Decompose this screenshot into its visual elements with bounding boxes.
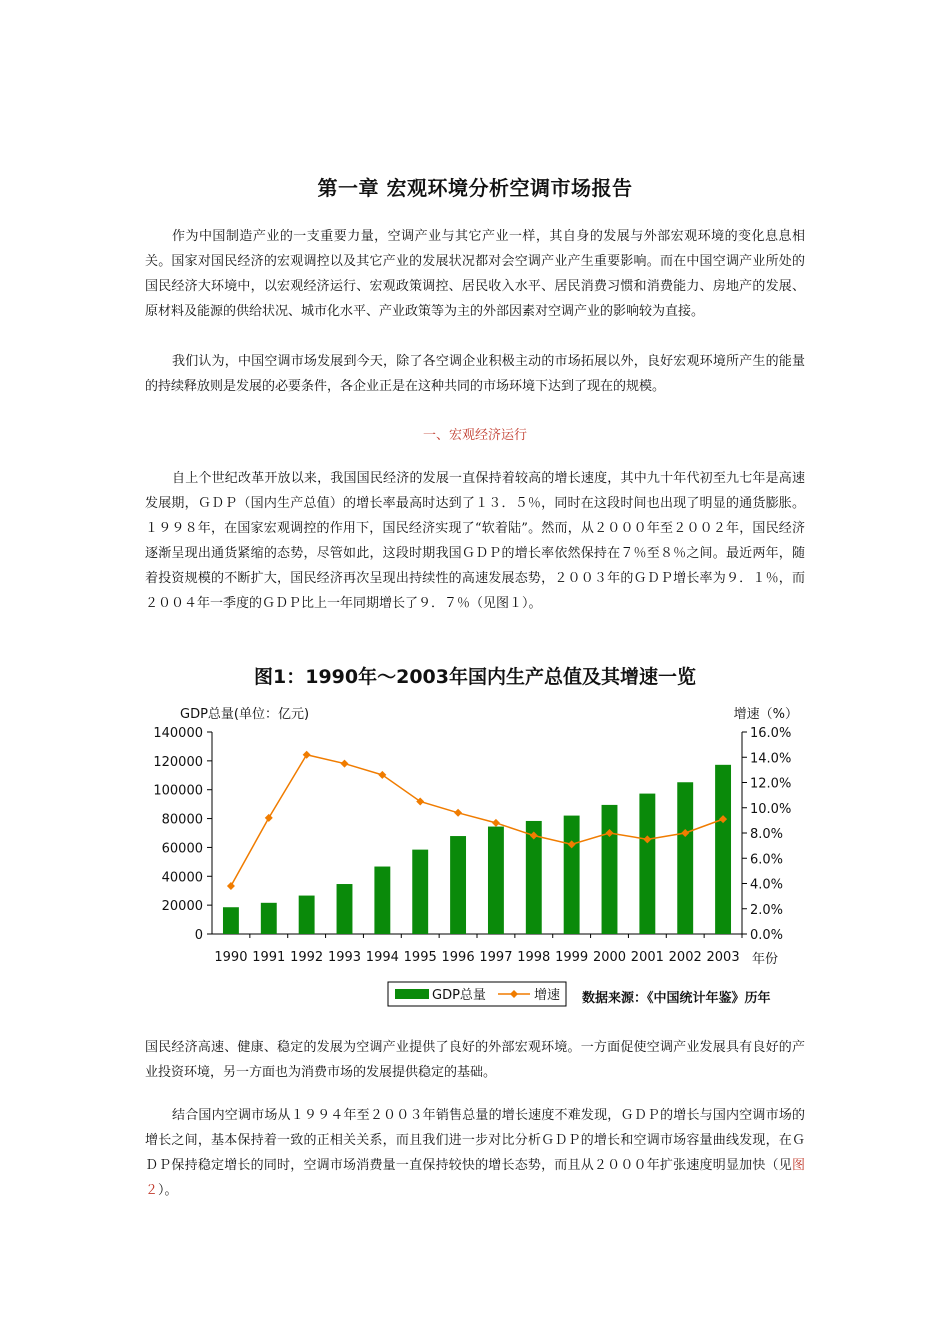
right-tick-label: 2.0%	[750, 902, 784, 918]
x-tick-label: 2000	[592, 950, 627, 965]
data-source: 数据来源：《中国统计年鉴》历年	[582, 991, 771, 1006]
x-tick-label: 1990	[214, 950, 248, 965]
gdp-bar	[374, 867, 390, 934]
right-tick-label: 12.0%	[750, 776, 792, 792]
x-tick-label: 1996	[441, 950, 475, 965]
gdp-bar	[299, 896, 315, 934]
x-tick-label: 2003	[706, 950, 740, 965]
growth-point	[303, 751, 311, 759]
left-tick-label: 120000	[153, 754, 203, 770]
gdp-bar	[261, 903, 277, 934]
section-heading-macro-economy: 一、宏观经济运行	[422, 428, 527, 443]
left-tick-label: 60000	[161, 841, 203, 857]
gdp-bar	[564, 816, 580, 934]
right-tick-label: 0.0%	[750, 928, 784, 943]
intro-paragraph-1: 作为中国制造产业的一支重要力量，空调产业与其它产业一样，其自身的发展与外部宏观环境的变化息息相关。国家对国民经济的宏观调控以及其它产业的发展状况都对会空调产业产生重要影响。而在中国空调产业所处的国民经济大环境中，以宏观经济运行、宏观政策调控、居民收入水平、居民消费习惯和消费能力、房地产的发展、原材料及能源的供给状况、城市化水平、产业政策等为主的外部因素对空调产业的影响较为直接。	[145, 229, 805, 319]
after-chart-paragraph-1: 国民经济高速、健康、稳定的发展为空调产业提供了良好的外部宏观环境。一方面促使空调产业发展具有良好的产业投资环境，另一方面也为消费市场的发展提供稳定的基础。	[145, 1040, 805, 1080]
growth-point	[341, 760, 349, 768]
chart-legend	[388, 982, 566, 1006]
x-tick-label: 1993	[327, 950, 362, 965]
right-tick-label: 8.0%	[750, 827, 784, 842]
x-tick-label: 1992	[290, 950, 324, 965]
left-tick-label: 80000	[161, 812, 203, 828]
right-tick-label: 16.0%	[750, 726, 792, 741]
figure-title: 图1：1990年～2003年国内生产总值及其增速一览	[254, 666, 696, 688]
gdp-bar	[715, 765, 731, 934]
x-tick-label: 2002	[668, 950, 702, 965]
x-tick-label: 1998	[517, 950, 551, 965]
after-chart-text-a: 结合国内空调市场从１９９４年至２００３年销售总量的增长速度不难发现，ＧＤＰ的增长与国内空调市场的增长之间，基本保持着一致的正相关关系，而且我们进一步对比分析ＧＤＰ的增长和空调市场容量曲线发现，在ＧＤＰ保持稳定增长的同时，空调市场消费量一直保持较快的增长态势，而且从２０００年扩张速度明显加快（见	[145, 1108, 805, 1173]
right-tick-label: 14.0%	[750, 751, 792, 767]
after-chart-text-b: ）。	[158, 1183, 178, 1198]
growth-point	[492, 819, 500, 827]
growth-point	[227, 882, 235, 890]
x-tick-label: 1999	[555, 950, 589, 965]
legend-gdp-swatch	[395, 989, 429, 999]
left-tick-label: 100000	[153, 783, 203, 799]
gdp-bar	[450, 836, 466, 934]
right-tick-label: 6.0%	[750, 852, 784, 868]
growth-point	[265, 814, 273, 822]
gdp-bar	[412, 850, 428, 934]
intro-paragraph-2: 我们认为，中国空调市场发展到今天，除了各空调企业积极主动的市场拓展以外，良好宏观环境所产生的能量的持续释放则是发展的必要条件，各企业正是在这种共同的市场环境下达到了现在的规模。	[145, 354, 805, 394]
gdp-bar	[488, 827, 504, 934]
left-tick-label: 20000	[161, 899, 203, 915]
gdp-bar	[677, 782, 693, 934]
legend-gdp-label: GDP总量	[432, 988, 486, 1003]
legend-growth-label: 增速	[534, 988, 561, 1003]
left-tick-label: 140000	[153, 726, 203, 741]
x-tick-label: 1995	[403, 950, 437, 965]
section1-paragraph: 自上个世纪改革开放以来，我国国民经济的发展一直保持着较高的增长速度，其中九十年代初至九七年是高速发展期，ＧＤＰ（国内生产总值）的增长率最高时达到了１３．５％，同时在这段时间也出现了明显的通货膨胀。１９９８年，在国家宏观调控的作用下，国民经济实现了“软着陆”。然而，从２０００年至２００２年，国民经济逐渐呈现出通货紧缩的态势，尽管如此，这段时期我国ＧＤＰ的增长率依然保持在７％至８％之间。最近两年，随着投资规模的不断扩大，国民经济再次呈现出持续性的高速发展态势，２００３年的ＧＤＰ增长率为９．１％，而２００４年一季度的ＧＤＰ比上一年同期增长了９．７％（见图１）。	[145, 471, 805, 611]
right-tick-label: 4.0%	[750, 877, 784, 893]
gdp-bar	[337, 884, 353, 934]
x-tick-label: 1997	[479, 950, 513, 965]
right-tick-label: 10.0%	[750, 801, 792, 817]
figure-2-link[interactable]: 图２	[145, 1158, 805, 1198]
page-title: 第一章 宏观环境分析空调市场报告	[317, 176, 633, 200]
left-axis-label: GDP总量(单位：亿元)	[180, 707, 310, 722]
x-tick-label: 2001	[630, 950, 664, 965]
x-tick-label: 1994	[365, 950, 399, 965]
gdp-chart	[150, 698, 820, 1018]
left-tick-label: 0	[194, 928, 203, 943]
after-chart-paragraph-2	[145, 1103, 805, 1203]
gdp-bar	[639, 794, 655, 934]
left-tick-label: 40000	[161, 870, 203, 886]
right-axis-label: 增速（%）	[733, 707, 798, 722]
x-tick-label: 1991	[252, 950, 286, 965]
gdp-bar	[602, 805, 618, 934]
gdp-bar	[223, 907, 239, 934]
x-axis-label: 年份	[752, 952, 779, 967]
growth-point	[454, 809, 462, 817]
